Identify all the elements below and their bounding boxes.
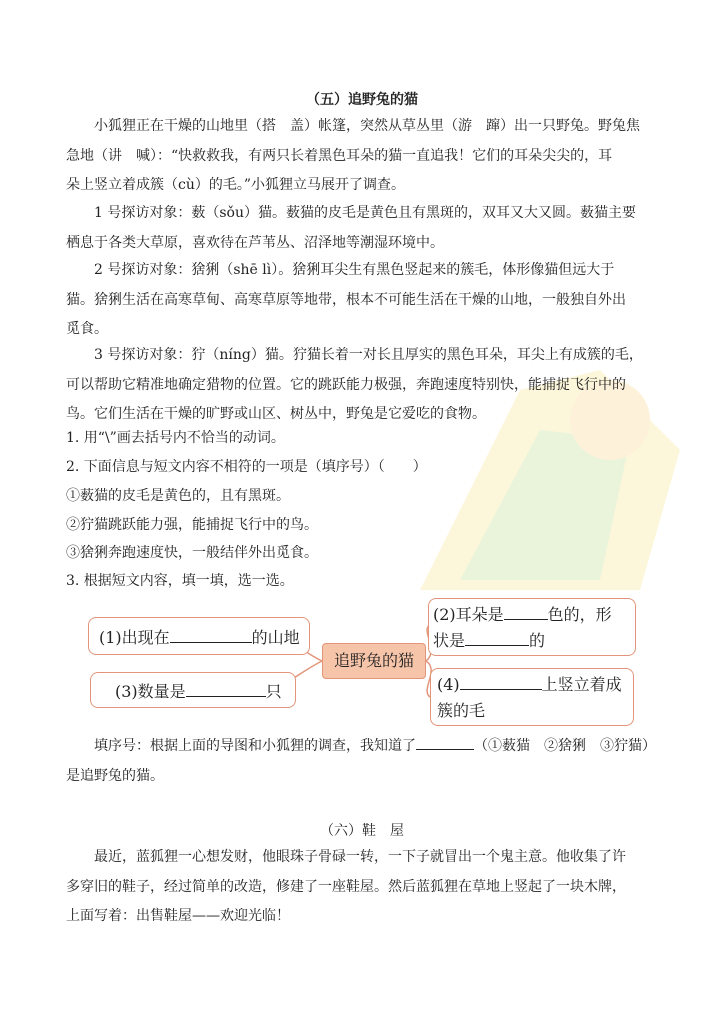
s6-line-1: 最近，蓝狐狸一心想发财，他眼珠子骨碌一转，一下子就冒出一个鬼主意。他收集了许 [94, 849, 626, 865]
map-box-3-suffix: 只 [265, 682, 282, 701]
map-box-2-suffix: 色的，形 [547, 605, 612, 624]
option-1: ①薮猫的皮毛是黄色的，且有黑斑。 [66, 488, 290, 504]
s6-line-2: 多穿旧的鞋子，经过简单的改造，修建了一座鞋屋。然后蓝狐狸在草地上竖起了一块木牌， [66, 878, 626, 895]
ear-shape-blank[interactable] [465, 645, 529, 646]
answer-blank[interactable] [416, 749, 474, 750]
fill-line-1-prefix: 填序号：根据上面的导图和小狐狸的调查，我知道了 [94, 738, 416, 754]
intro-line-2: 急地（讲 喊）：“快救救我，有两只长着黑色耳朵的猫一直追我！它们的耳朵尖尖的，耳 [66, 147, 613, 164]
map-box-2-line2-suffix: 的 [529, 631, 546, 650]
map-box-2-line2-prefix: 状是 [433, 631, 466, 650]
option-3: ③猞猁奔跑速度快，一般结伴外出觅食。 [66, 545, 318, 561]
map-box-tufts [430, 668, 634, 726]
p3-line-3: 鸟。它们生活在干燥的旷野或山区、树丛中，野兔是它爱吃的食物。 [66, 406, 486, 422]
section6-title: （六）鞋 屋 [320, 823, 404, 839]
map-box-quantity [90, 672, 296, 708]
map-box-4-line2: 簇的毛 [437, 701, 486, 720]
section6-paragraph [66, 843, 666, 932]
p1-line-2: 栖息于各类大草原，喜欢待在芦苇丛、沼泽地等潮湿环境中。 [66, 234, 444, 251]
ear-color-blank[interactable] [504, 619, 548, 620]
section5-title: （五）追野兔的猫 [306, 92, 418, 108]
map-box-2-prefix: (2)耳朵是 [433, 605, 504, 624]
fill-in-instruction [66, 732, 666, 791]
intro-line-1: 小狐狸正在干燥的山地里（搭 盖）帐篷，突然从草丛里（游 蹿）出一只野兔。野兔焦 [94, 118, 640, 134]
quantity-blank[interactable] [186, 696, 266, 697]
fill-line-2: 是追野兔的猫。 [66, 767, 164, 784]
p3-line-1: 3 号探访对象：狞（níng）猫。狞猫长着一对长且厚实的黑色耳朵，耳尖上有成簇的毛， [94, 347, 643, 363]
question-1: 1. 用“\”画去括号内不恰当的动词。 [66, 430, 285, 446]
location-blank[interactable] [170, 642, 252, 643]
p2-line-3: 觅食。 [66, 321, 108, 337]
map-box-3-prefix: (3)数量是 [115, 682, 186, 701]
s6-line-3: 上面写着：出售鞋屋——欢迎光临！ [66, 908, 290, 924]
map-box-location [88, 617, 310, 655]
p1-line-1: 1 号探访对象：薮（sǒu）猫。薮猫的皮毛是黄色且有黑斑的，双耳又大又圆。薮猫主要 [94, 205, 636, 221]
map-box-ears [428, 598, 636, 656]
question-3: 3. 根据短文内容，填一填，选一选。 [66, 573, 294, 589]
p2-line-2: 猫。猞猁生活在高寒草甸、高寒草原等地带，根本不可能生活在干燥的山地，一般独自外出 [66, 291, 626, 308]
intro-line-3: 朵上竖立着成簇（cù）的毛。”小狐狸立马展开了调查。 [66, 177, 406, 193]
question-2: 2. 下面信息与短文内容不相符的一项是（填序号）（ ） [66, 459, 427, 475]
mind-map-center: 追野兔的猫 [322, 643, 426, 679]
fill-line-1-suffix: （①薮猫 ②猞猁 ③狞猫） [474, 738, 656, 754]
map-box-4-prefix: (4) [437, 675, 460, 694]
option-2: ②狞猫跳跃能力强，能捕捉飞行中的鸟。 [66, 517, 318, 533]
p2-line-1: 2 号探访对象：猞猁（shē lì）。猞猁耳尖生有黑色竖起来的簇毛，体形像猫但远大于 [94, 262, 615, 278]
map-box-1-suffix: 的山地 [251, 628, 300, 647]
p3-line-2: 可以帮助它精准地确定猎物的位置。它的跳跃能力极强，奔跑速度特别快，能捕捉飞行中的 [66, 376, 626, 393]
map-box-1-prefix: (1)出现在 [99, 628, 170, 647]
tuft-location-blank[interactable] [460, 689, 542, 690]
map-box-4-suffix: 上竖立着成 [541, 675, 622, 694]
